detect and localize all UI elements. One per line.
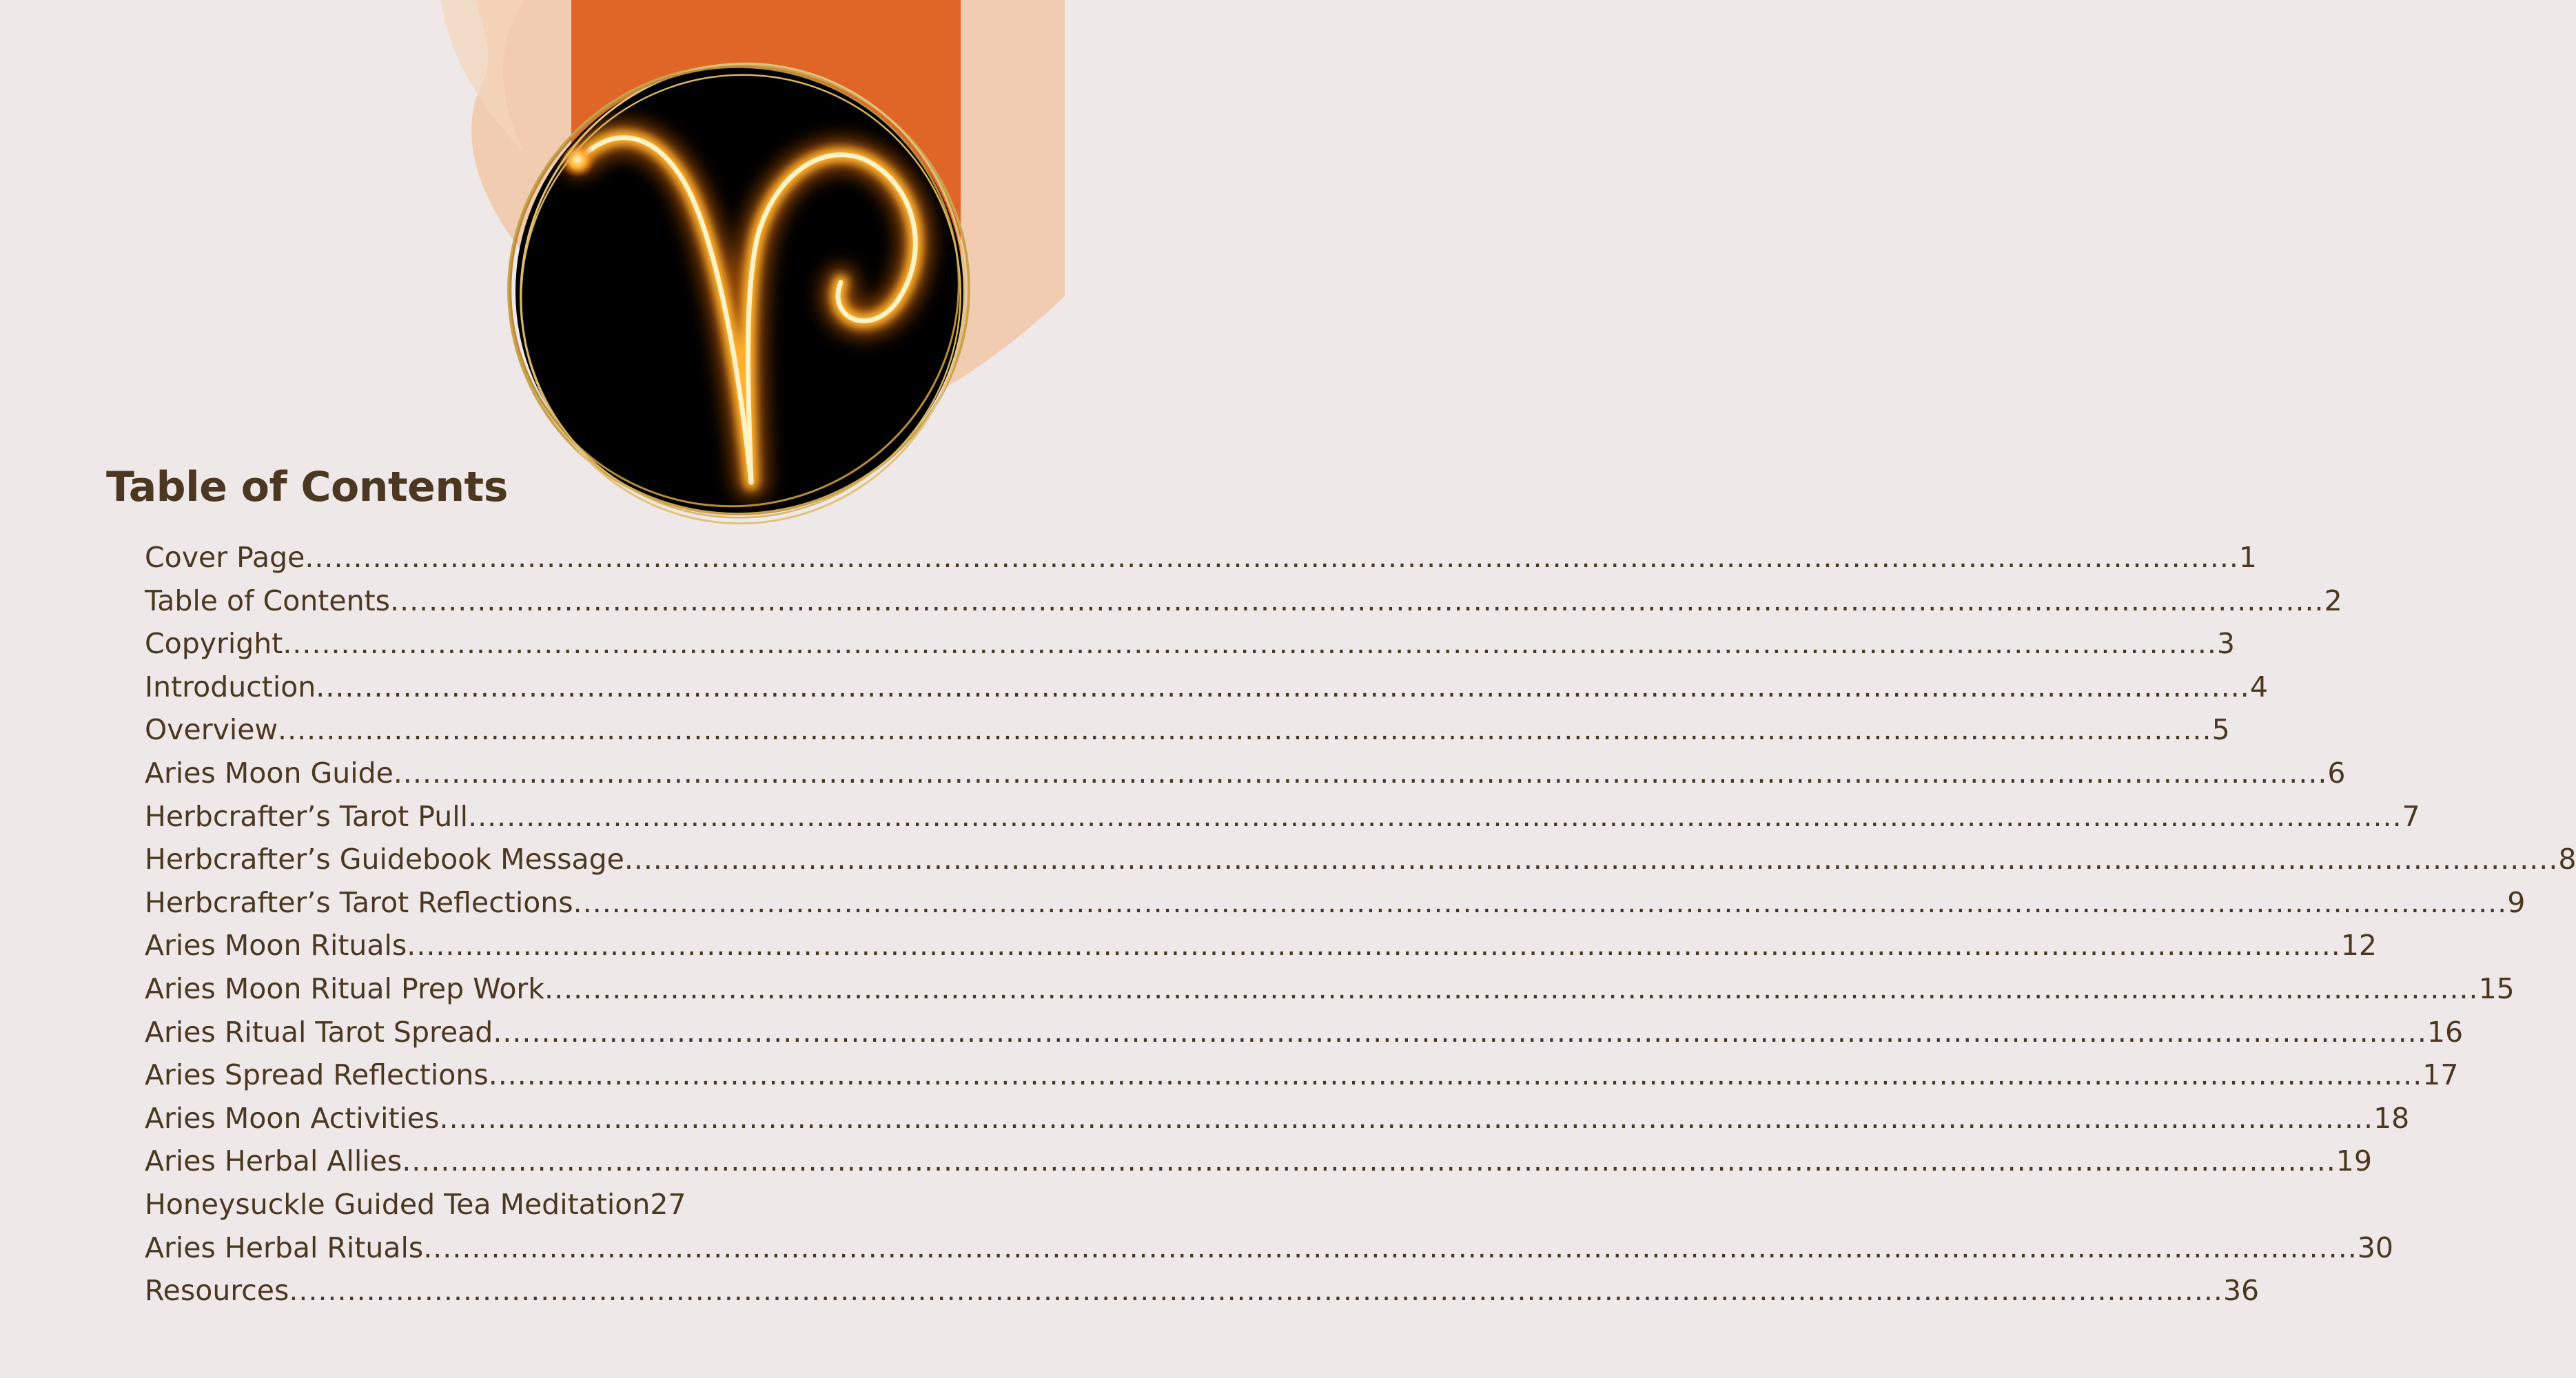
toc-entry-page: 8 (2558, 843, 2576, 876)
toc-entry[interactable] (145, 584, 2342, 628)
toc-entry-page: 6 (2327, 756, 2346, 790)
page-title: Table of Contents (106, 463, 508, 511)
toc-entry[interactable] (145, 541, 2257, 584)
toc-dot-leader: ........................................................................................................................................................................................................ (423, 1231, 2358, 1264)
toc-entry-page: 3 (2216, 627, 2235, 661)
toc-dot-leader: ........................................................................................................................................................................................................ (624, 843, 2559, 876)
toc-entry[interactable] (145, 1187, 686, 1231)
toc-entry-page: 16 (2426, 1015, 2464, 1049)
toc-entry[interactable] (145, 1274, 2260, 1317)
toc-dot-leader: ........................................................................................................................................................................................................ (305, 541, 2239, 574)
toc-dot-leader: ........................................................................................................................................................................................................ (289, 1274, 2223, 1308)
toc-entry-title: Herbcrafter’s Guidebook Message (145, 843, 624, 876)
toc-entry[interactable] (145, 627, 2235, 670)
toc-entry-title: Cover Page (145, 541, 305, 574)
toc-entry[interactable] (145, 756, 2346, 800)
toc-dot-leader: ........................................................................................................................................................................................................ (488, 1058, 2423, 1092)
toc-entry-title: Table of Contents (145, 584, 391, 617)
toc-entry-page: 12 (2340, 929, 2378, 963)
toc-dot-leader: ........................................................................................................................................................................................................ (544, 971, 2479, 1005)
toc-entry-title: Resources (145, 1274, 289, 1308)
toc-entry[interactable] (145, 1058, 2459, 1102)
toc-entry-page: 7 (2402, 799, 2420, 833)
toc-entry-page: 18 (2373, 1101, 2410, 1135)
toc-dot-leader: ........................................................................................................................................................................................................ (407, 929, 2341, 963)
toc-entry[interactable] (145, 1101, 2410, 1145)
toc-entry-title: Aries Herbal Allies (145, 1144, 402, 1178)
toc-entry[interactable] (145, 1231, 2393, 1275)
toc-dot-leader: ........................................................................................................................................................................................................ (283, 627, 2217, 661)
toc-dot-leader: ........................................................................................................................................................................................................ (468, 799, 2402, 833)
toc-entry[interactable] (145, 929, 2378, 972)
toc-entry-page: 17 (2422, 1058, 2459, 1092)
toc-dot-leader: ........................................................................................................................................................................................................ (439, 1101, 2374, 1135)
toc-entry-title: Overview (145, 713, 278, 747)
toc-dot-leader: ........................................................................................................................................................................................................ (402, 1144, 2336, 1178)
toc-entry-title: Aries Spread Reflections (145, 1058, 489, 1092)
toc-entry-title: Aries Moon Ritual Prep Work (145, 971, 545, 1005)
toc-entry-title: Aries Herbal Rituals (145, 1231, 424, 1264)
toc-entry-title: Herbcrafter’s Tarot Pull (145, 799, 469, 833)
toc-dot-leader: ........................................................................................................................................................................................................ (390, 584, 2324, 617)
toc-entry-page: 30 (2357, 1231, 2393, 1264)
toc-entry-title: Herbcrafter’s Tarot Reflections (145, 885, 573, 919)
toc-entry-page: 27 (650, 1187, 686, 1221)
toc-entry-title: Aries Moon Rituals (145, 929, 407, 963)
toc-dot-leader: ........................................................................................................................................................................................................ (493, 1015, 2427, 1049)
toc-entry-page: 9 (2507, 885, 2526, 919)
toc-entry[interactable] (145, 843, 2576, 886)
toc-entry-title: Copyright (145, 627, 283, 661)
toc-entry-title: Aries Ritual Tarot Spread (145, 1015, 493, 1049)
toc-dot-leader: ........................................................................................................................................................................................................ (393, 756, 2328, 790)
toc-entry-page: 15 (2478, 971, 2515, 1005)
toc-entry-title: Honeysuckle Guided Tea Meditation (145, 1187, 651, 1221)
toc-entry-page: 4 (2249, 670, 2268, 703)
toc-entry[interactable] (145, 799, 2420, 843)
toc-dot-leader: ........................................................................................................................................................................................................ (573, 885, 2508, 919)
toc-entry-title: Aries Moon Guide (145, 756, 393, 790)
toc-entry-page: 2 (2324, 584, 2342, 617)
toc-entry[interactable] (145, 885, 2526, 929)
toc-entry-title: Aries Moon Activities (145, 1101, 440, 1135)
toc-dot-leader: ........................................................................................................................................................................................................ (278, 713, 2212, 747)
toc-dot-leader: ........................................................................................................................................................................................................ (316, 670, 2250, 703)
toc-entry-page: 19 (2335, 1144, 2372, 1178)
toc-entry-title: Introduction (145, 670, 316, 703)
toc-entry[interactable] (145, 1015, 2464, 1059)
toc-entry[interactable] (145, 1144, 2372, 1188)
toc-entry[interactable] (145, 670, 2268, 714)
toc-entry-page: 36 (2222, 1274, 2260, 1308)
toc-entry[interactable] (145, 971, 2515, 1016)
toc-entry[interactable] (145, 713, 2230, 757)
toc-entry-page: 1 (2238, 541, 2257, 574)
toc-entry-page: 5 (2211, 713, 2230, 747)
toc-list (145, 541, 2576, 1317)
